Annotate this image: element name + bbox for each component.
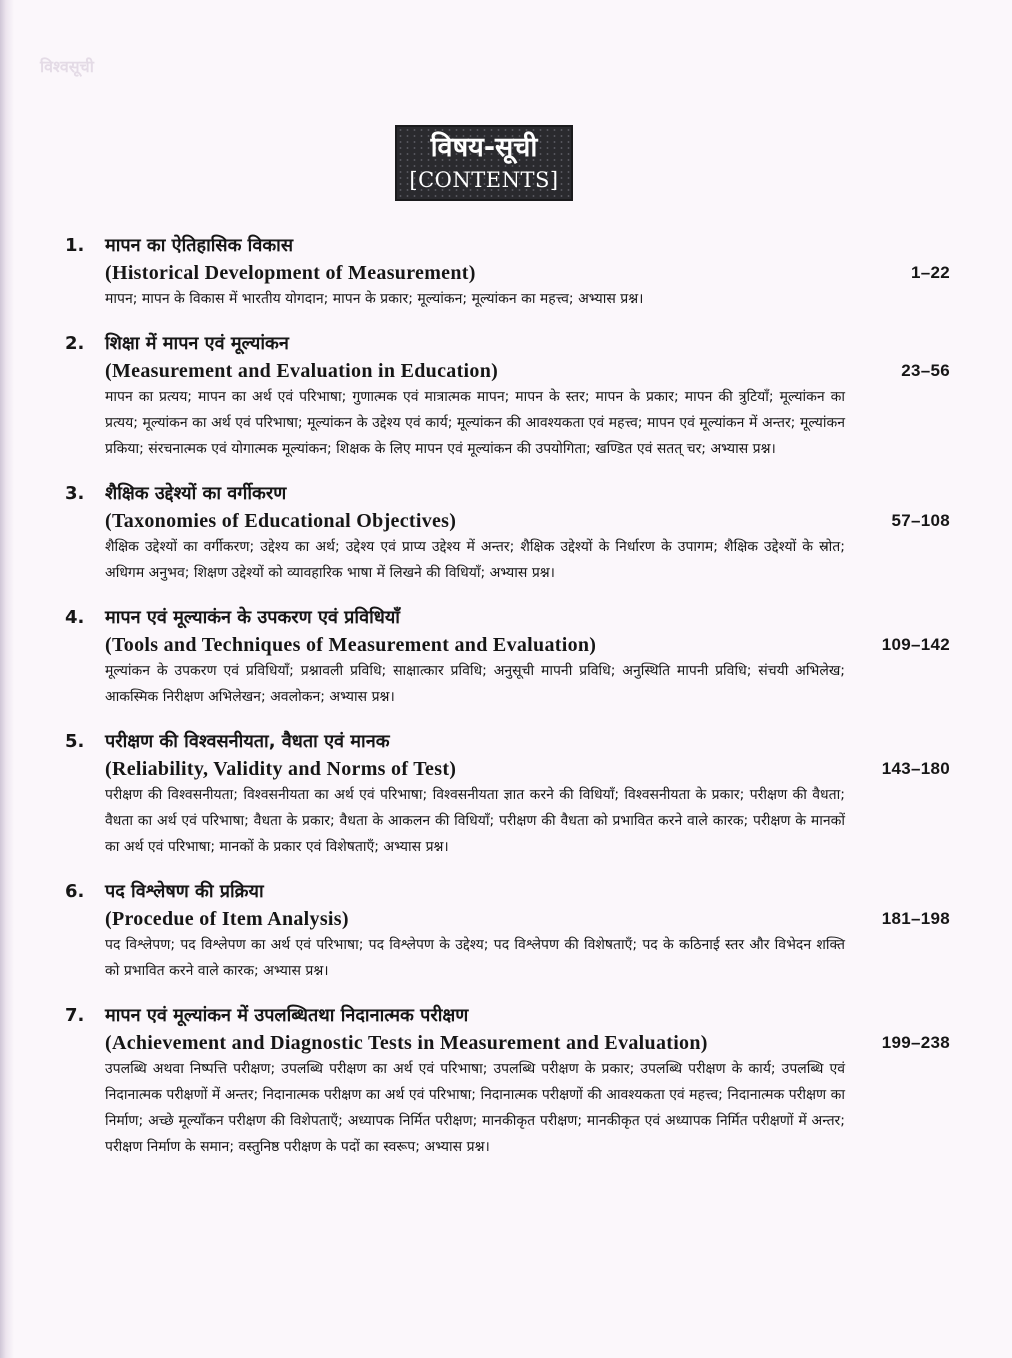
toc-entry[interactable]	[65, 878, 950, 984]
entry-number: 5.	[65, 731, 85, 752]
entry-number: 4.	[65, 607, 85, 628]
title-english: [CONTENTS]	[409, 168, 559, 192]
toc-entry[interactable]	[65, 728, 950, 860]
entry-number: 3.	[65, 483, 85, 504]
entry-title-english: (Procedue of Item Analysis)	[105, 908, 349, 930]
entry-title-english: (Reliability, Validity and Norms of Test)	[105, 758, 457, 780]
toc-entry[interactable]	[65, 232, 950, 312]
toc-entry[interactable]	[65, 480, 950, 586]
entry-pages: 199–238	[881, 1033, 950, 1052]
entry-topics: पद विश्लेपण; पद विश्लेपण का अर्थ एवं परिभाषा; पद विश्लेपण के उद्देश्य; पद विश्लेपण की विशेषताएँ; पद के कठिनाई स्तर और विभेदन शक्ति को प्रभावित करने वाले कारक; अभ्यास प्रश्न।	[105, 937, 845, 979]
entry-title-hindi: शिक्षा में मापन एवं मूल्यांकन	[105, 333, 289, 354]
entry-topics: मापन का प्रत्यय; मापन का अर्थ एवं परिभाषा; गुणात्मक एवं मात्रात्मक मापन; मापन के स्तर; मापन के प्रकार; मापन की त्रुटियाँ; मूल्यांकन का प्रत्यय; मूल्यांकन का अर्थ एवं परिभाषा; मूल्यांकन के उद्देश्य एवं कार्य; मूल्यांकन की आवश्यकता एवं महत्त्व; मापन एवं मूल्यांकन में अन्तर; मूल्यांकन प्रकिया; संरचनात्मक एवं योगात्मक मूल्यांकन; शिक्षक के लिए मापन एवं मूल्यांकन की उपयोगिता; खण्डित एवं सतत् चर; अभ्यास प्रश्न।	[105, 389, 845, 457]
entry-title-english: (Historical Development of Measurement)	[105, 262, 476, 284]
entry-title-hindi: मापन एवं मूल्याकंन के उपकरण एवं प्रविधियाँ	[105, 607, 400, 628]
entry-pages: 1–22	[910, 263, 950, 282]
entry-topics: मूल्यांकन के उपकरण एवं प्रविधियाँ; प्रश्नावली प्रविधि; साक्षात्कार प्रविधि; अनुसूची मापनी प्रविधि; अनुस्थिति मापनी प्रविधि; संचयी अभिलेख; आकस्मिक निरीक्षण अभिलेखन; अवलोकन; अभ्यास प्रश्न।	[105, 663, 845, 705]
entry-title-hindi: परीक्षण की विश्वसनीयता, वैधता एवं मानक	[105, 731, 390, 752]
bleed-through-text: विश्वसूची	[40, 57, 94, 76]
table-of-contents	[65, 232, 950, 1178]
title-hindi: विषय-सूची	[430, 132, 538, 163]
entry-topics: परीक्षण की विश्वसनीयता; विश्वसनीयता का अर्थ एवं परिभाषा; विश्वसनीयता ज्ञात करने की विधियाँ; विश्वसनीयता के प्रकार; परीक्षण की वैधता; वैधता का अर्थ एवं परिभाषा; वैधता के प्रकार; वैधता के आकलन की विधियाँ; परीक्षण की वैधता को प्रभावित करने वाले कारक; परीक्षण के मानकों का अर्थ एवं परिभाषा; मानकों के प्रकार एवं विशेषताएँ; अभ्यास प्रश्न।	[105, 787, 845, 855]
entry-topics: मापन; मापन के विकास में भारतीय योगदान; मापन के प्रकार; मूल्यांकन; मूल्यांकन का महत्त्व; अभ्यास प्रश्न।	[105, 291, 644, 307]
entry-number: 6.	[65, 881, 85, 902]
entry-title-hindi: पद विश्लेषण की प्रक्रिया	[105, 881, 264, 902]
entry-number: 2.	[65, 333, 85, 354]
toc-entry[interactable]	[65, 604, 950, 710]
toc-entry[interactable]	[65, 1002, 950, 1160]
entry-pages: 57–108	[891, 511, 950, 530]
entry-topics: शैक्षिक उद्देश्यों का वर्गीकरण; उद्देश्य का अर्थ; उद्देश्य एवं प्राप्य उद्देश्य में अन्तर; शैक्षिक उद्देश्यों के निर्धारण के उपागम; शैक्षिक उद्देश्यों के स्रोत; अधिगम अनुभव; शिक्षण उद्देश्यों को व्यावहारिक भाषा में लिखने की विधियाँ; अभ्यास प्रश्न।	[105, 539, 845, 581]
entry-pages: 23–56	[901, 361, 950, 380]
entry-title-hindi: मापन एवं मूल्यांकन में उपलब्धितथा निदानात्मक परीक्षण	[105, 1005, 469, 1026]
entry-topics: उपलब्धि अथवा निष्पत्ति परीक्षण; उपलब्धि परीक्षण का अर्थ एवं परिभाषा; उपलब्धि परीक्षण के प्रकार; उपलब्धि परीक्षण के कार्य; उपलब्धि एवं निदानात्मक परीक्षणों में अन्तर; निदानात्मक परीक्षण का अर्थ एवं परिभाषा; निदानात्मक परीक्षणों की आवश्यकता एवं महत्त्व; निदानात्मक परीक्षण का निर्माण; अच्छे मूल्याँकन परीक्षण की विशेपताएँ; अध्यापक निर्मित परीक्षण; मानकीकृत परीक्षण; मानकीकृत एवं अध्यापक निर्मित परीक्षणों में अन्तर; परीक्षण निर्माण के समान; वस्तुनिष्ठ परीक्षण के पदों का स्वरूप; अभ्यास प्रश्न।	[105, 1061, 845, 1155]
entry-title-english: (Tools and Techniques of Measurement and Evaluation)	[105, 634, 597, 656]
entry-pages: 109–142	[881, 635, 950, 654]
contents-title-box	[395, 125, 573, 201]
entry-title-english: (Taxonomies of Educational Objectives)	[105, 510, 457, 532]
entry-number: 1.	[65, 235, 85, 256]
entry-title-hindi: शैक्षिक उद्देश्यों का वर्गीकरण	[105, 483, 287, 504]
entry-pages: 181–198	[881, 909, 950, 928]
entry-pages: 143–180	[881, 759, 950, 778]
toc-entry[interactable]	[65, 330, 950, 462]
entry-title-english: (Measurement and Evaluation in Education)	[105, 360, 499, 382]
entry-number: 7.	[65, 1005, 85, 1026]
entry-title-hindi: मापन का ऐतिहासिक विकास	[105, 235, 293, 256]
entry-title-english: (Achievement and Diagnostic Tests in Measurement and Evaluation)	[105, 1032, 708, 1054]
